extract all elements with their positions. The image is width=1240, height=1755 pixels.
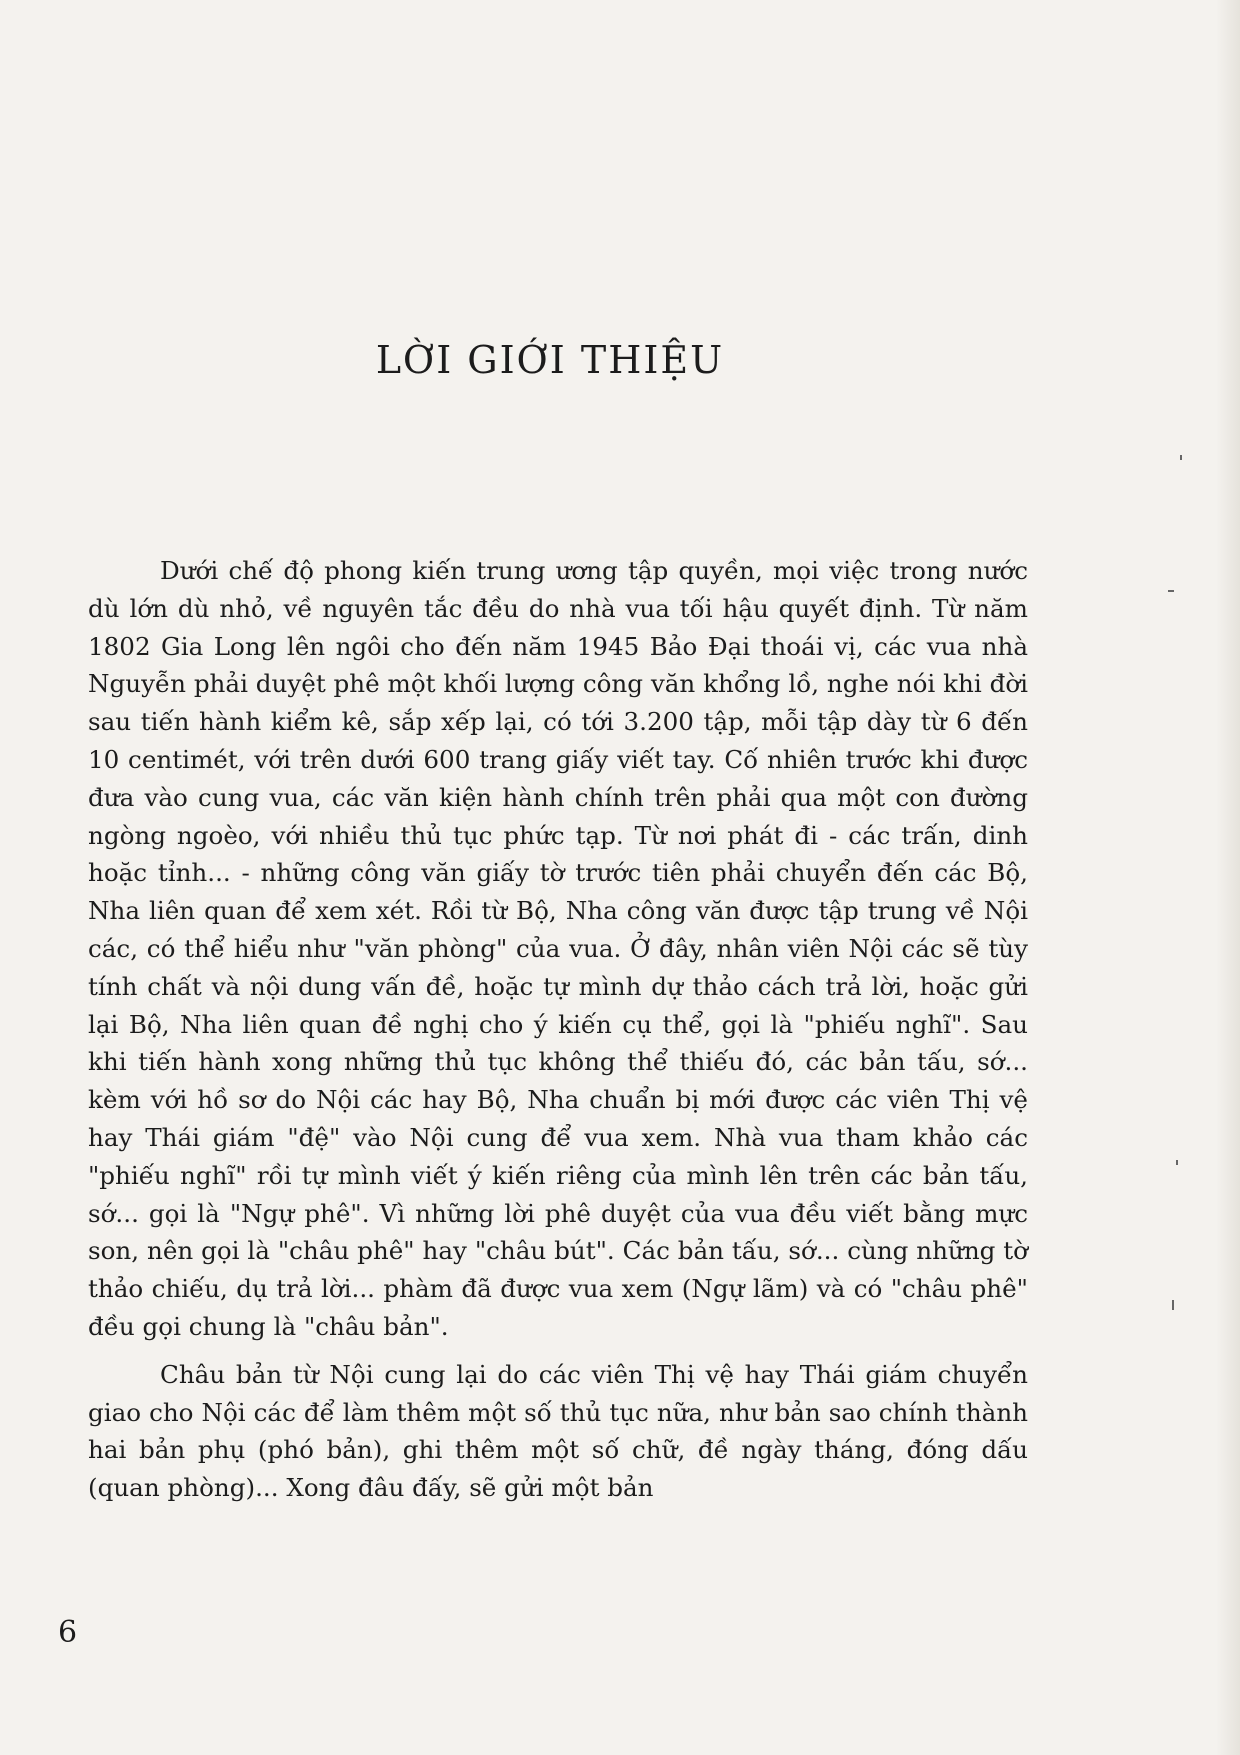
body-text [88,552,1028,1507]
scan-speck [1172,1300,1174,1310]
scan-speck [1176,1160,1178,1165]
paragraph-1: Dưới chế độ phong kiến trung ương tập quyền, mọi việc trong nước dù lớn dù nhỏ, về nguyên tắc đều do nhà vua tối hậu quyết định. Từ năm 1802 Gia Long lên ngôi cho đến năm 1945 Bảo Đại thoái vị, các vua nhà Nguyễn phải duyệt phê một khối lượng công văn khổng lồ, nghe nói khi đời sau tiến hành kiểm kê, sắp xếp lại, có tới 3.200 tập, mỗi tập dày từ 6 đến 10 centimét, với trên dưới 600 trang giấy viết tay. Cố nhiên trước khi được đưa vào cung vua, các văn kiện hành chính trên phải qua một con đường ngòng ngoèo, với nhiều thủ tục phức tạp. Từ nơi phát đi - các trấn, dinh hoặc tỉnh... - những công văn giấy tờ trước tiên phải chuyển đến các Bộ, Nha liên quan để xem xét. Rồi từ Bộ, Nha công văn được tập trung về Nội các, có thể hiểu như "văn phòng" của vua. Ở đây, nhân viên Nội các sẽ tùy tính chất và nội dung vấn đề, hoặc tự mình dự thảo cách trả lời, hoặc gửi lại Bộ, Nha liên quan đề nghị cho ý kiến cụ thể, gọi là "phiếu nghĩ". Sau khi tiến hành xong những thủ tục không thể thiếu đó, các bản tấu, sớ... kèm với hồ sơ do Nội các hay Bộ, Nha chuẩn bị mới được các viên Thị vệ hay Thái giám "đệ" vào Nội cung để vua xem. Nhà vua tham khảo các "phiếu nghĩ" rồi tự mình viết ý kiến riêng của mình lên trên các bản tấu, sớ... gọi là "Ngự phê". Vì những lời phê duyệt của vua đều viết bằng mực son, nên gọi là "châu phê" hay "châu bút". Các bản tấu, sớ... cùng những tờ thảo chiếu, dụ trả lời... phàm đã được vua xem (Ngự lãm) và có "châu phê" đều gọi chung là "châu bản". [88,556,1028,1341]
paragraph-2: Châu bản từ Nội cung lại do các viên Thị vệ hay Thái giám chuyển giao cho Nội các để làm thêm một số thủ tục nữa, như bản sao chính thành hai bản phụ (phó bản), ghi thêm một số chữ, đề ngày tháng, đóng dấu (quan phòng)... Xong đâu đấy, sẽ gửi một bản [88,1359,1028,1503]
page-title: LỜI GIỚI THIỆU [375,338,725,382]
page-number: 6 [58,1615,78,1650]
scan-edge-shadow [1216,0,1240,1755]
scan-speck [1180,455,1182,460]
scan-speck [1168,590,1174,592]
